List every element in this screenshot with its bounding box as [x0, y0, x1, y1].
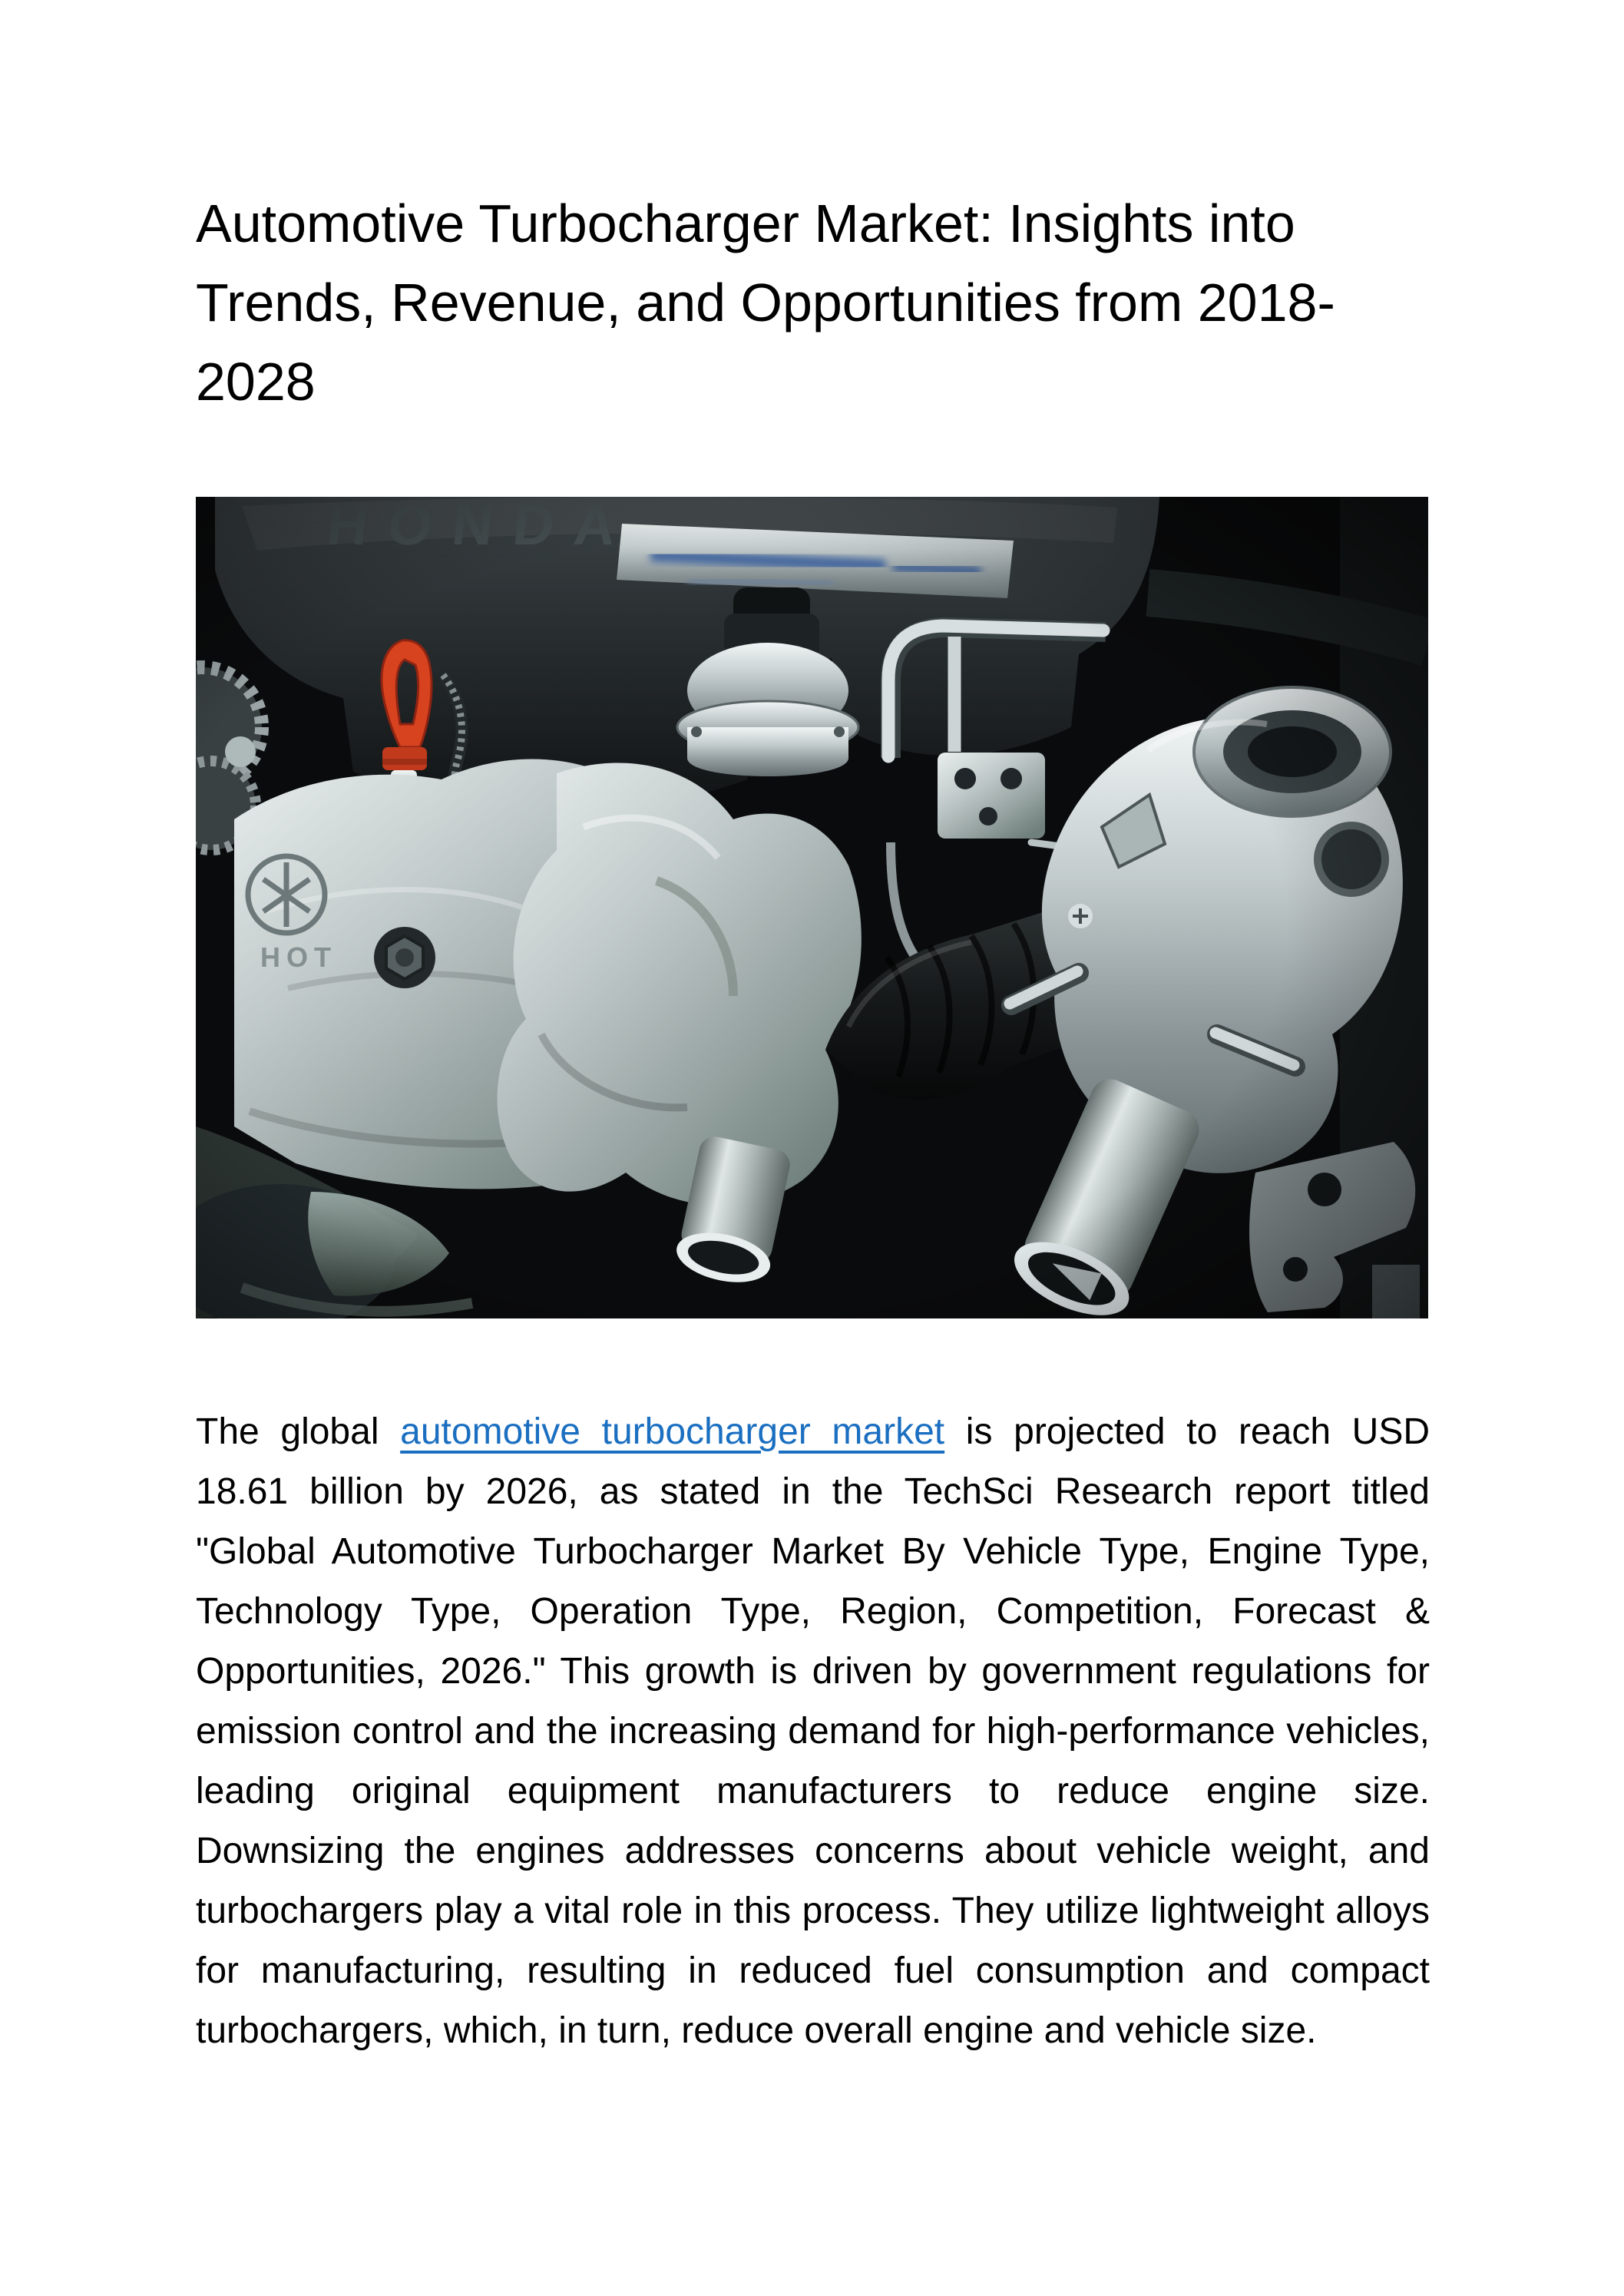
engine-photo: [196, 497, 1428, 1318]
title-line: Automotive Turbocharger Market: Insights into: [196, 194, 1295, 253]
page-title: [196, 184, 1440, 422]
body-paragraph: [196, 1402, 1430, 2061]
paragraph-text-before-link: The global: [196, 1411, 401, 1452]
title-line: Trends, Revenue, and Opportunities from 2018-: [196, 273, 1335, 332]
photo-vignette: [196, 497, 1428, 1318]
engine-photo-svg: [196, 497, 1428, 1318]
paragraph-text-after-link: is projected to reach USD 18.61 billion by 2026, as stated in the TechSci Research report titled "Global Automotive Turbocharger Market By Vehicle Type, Engine Type, Technology Type, Operation Type, Region, Competition, Forecast & Opportunities, 2026." This growth is driven by government regulations for emission control and the increasing demand for high-performance vehicles, leading original equipment manufacturers to reduce engine size. Downsizing the engines addresses concerns about vehicle weight, and turbochargers play a vital role in this process. They utilize lightweight alloys for manufacturing, resulting in reduced fuel consumption and compact turbochargers, which, in turn, reduce overall engine and vehicle size.: [196, 1411, 1431, 2051]
title-line: 2028: [196, 352, 316, 412]
automotive-turbocharger-market-link[interactable]: automotive turbocharger market: [400, 1411, 945, 1452]
